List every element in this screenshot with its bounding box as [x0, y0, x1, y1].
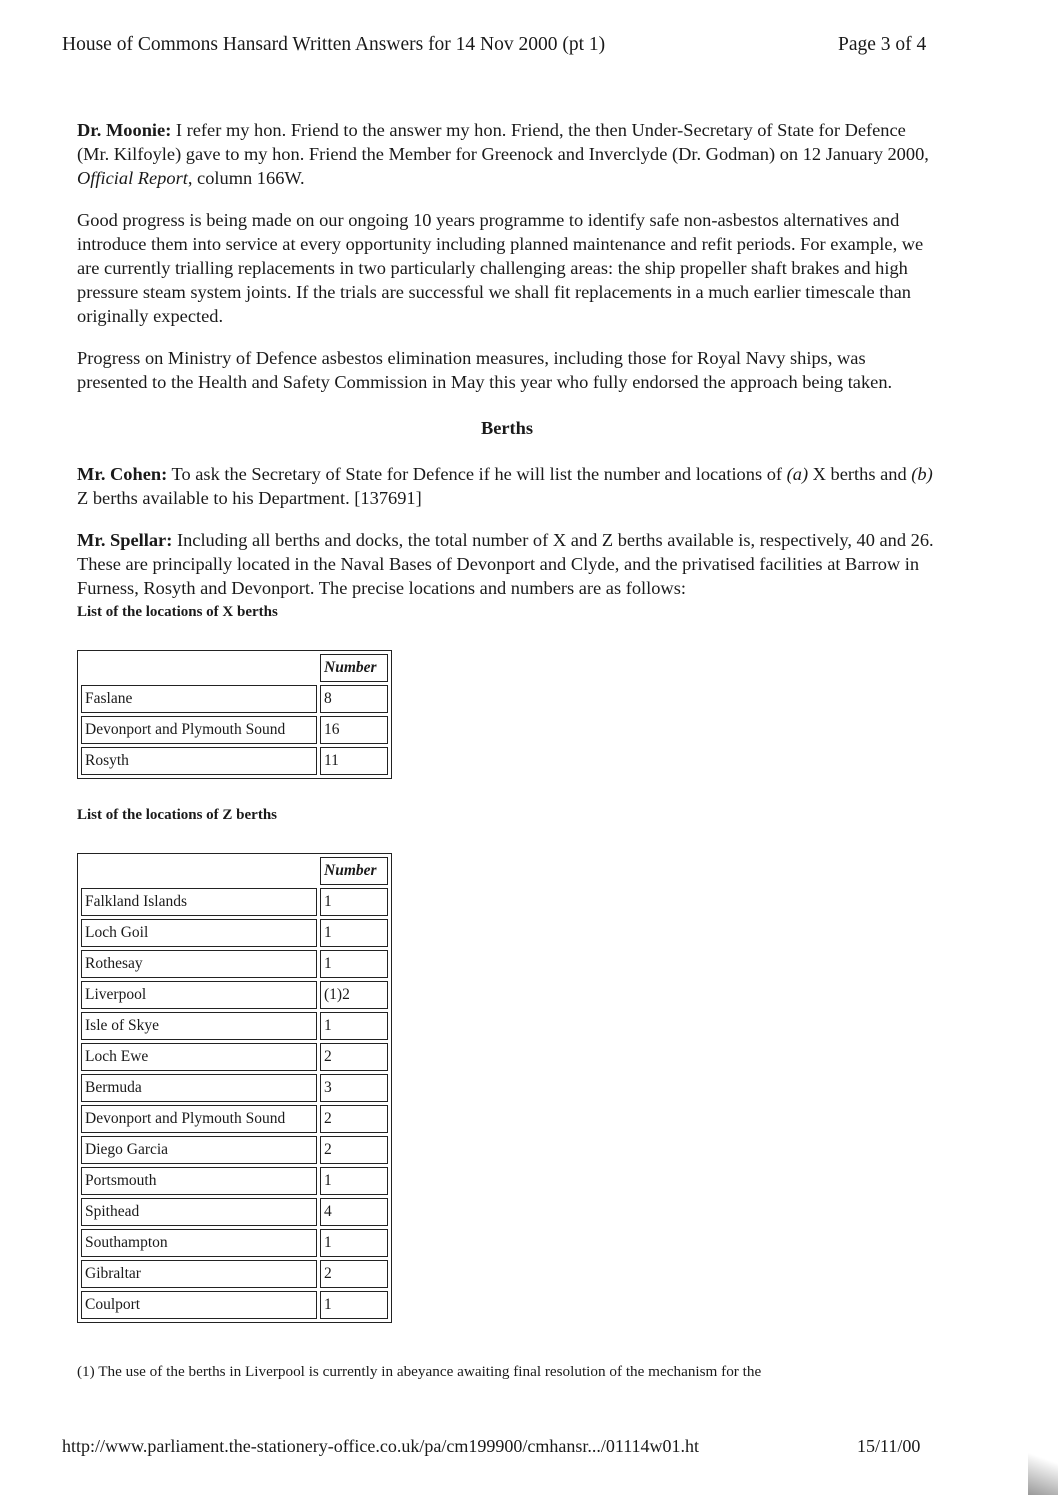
number-cell: 1: [320, 1291, 388, 1319]
table-row: [81, 747, 388, 775]
location-cell: Liverpool: [81, 981, 317, 1009]
number-cell: 16: [320, 716, 388, 744]
document-body: [77, 118, 937, 1323]
number-cell: 2: [320, 1105, 388, 1133]
number-cell: 4: [320, 1198, 388, 1226]
table-row: [81, 685, 388, 713]
number-cell: 1: [320, 1012, 388, 1040]
location-cell: Isle of Skye: [81, 1012, 317, 1040]
table-row: [81, 919, 388, 947]
paragraph-question: [77, 462, 937, 510]
location-cell: Faslane: [81, 685, 317, 713]
page-number: Page 3 of 4: [838, 34, 927, 55]
speaker-cohen: Mr. Cohen:: [77, 464, 168, 484]
number-cell: 2: [320, 1260, 388, 1288]
location-cell: Rosyth: [81, 747, 317, 775]
number-cell: 1: [320, 919, 388, 947]
paragraph-answer: [77, 528, 937, 600]
number-cell: 2: [320, 1136, 388, 1164]
number-cell: (1)2: [320, 981, 388, 1009]
paragraph-text: X berths and: [808, 464, 912, 484]
table-row: [81, 1198, 388, 1226]
location-cell: Gibraltar: [81, 1260, 317, 1288]
location-cell: Coulport: [81, 1291, 317, 1319]
table-row: [81, 950, 388, 978]
z-berths-table: [77, 853, 392, 1323]
table-row: [81, 716, 388, 744]
paragraph-text: To ask the Secretary of State for Defence if he will list the number and locations of: [167, 464, 787, 484]
header-blank-cell: [81, 857, 317, 885]
table-row: [81, 1105, 388, 1133]
x-table-caption: List of the locations of X berths: [77, 604, 278, 620]
table-row: [81, 1043, 388, 1071]
location-cell: Rothesay: [81, 950, 317, 978]
location-cell: Bermuda: [81, 1074, 317, 1102]
table-row: [81, 1229, 388, 1257]
paragraph-text: I refer my hon. Friend to the answer my hon. Friend, the then Under-Secretary of State for Defence (Mr. Kilfoyle) gave to my hon. Friend the Member for Greenock and Inverclyde (Dr. Godman) on 12 January 2000,: [77, 120, 929, 164]
location-cell: Loch Goil: [81, 919, 317, 947]
paragraph-text: , column 166W.: [187, 168, 305, 188]
paragraph-text: Including all berths and docks, the total number of X and Z berths available is, respectively, 40 and 26. These are principally located in the Naval Bases of Devonport and Clyde, and the privatised facilities at Barrow in Furness, Rosyth and Devonport. The precise locations and numbers are as follows:: [77, 530, 934, 598]
table-row: [81, 1074, 388, 1102]
paragraph-text: Z berths available to his Department. [137691]: [77, 488, 422, 508]
paragraph-mod: Progress on Ministry of Defence asbestos elimination measures, including those for Royal Navy ships, was presented to the Health and Safety Commission in May this year who fully endorsed the approach being taken.: [77, 348, 893, 392]
official-report-italic: Official Report: [77, 168, 188, 188]
number-column-header: Number: [320, 857, 388, 885]
number-cell: 11: [320, 747, 388, 775]
number-cell: 1: [320, 950, 388, 978]
x-berths-table: [77, 650, 392, 779]
table-header-row: [81, 654, 388, 682]
location-cell: Diego Garcia: [81, 1136, 317, 1164]
header-blank-cell: [81, 654, 317, 682]
item-marker-a: (a): [786, 464, 809, 484]
number-cell: 8: [320, 685, 388, 713]
location-cell: Loch Ewe: [81, 1043, 317, 1071]
table-header-row: [81, 857, 388, 885]
item-marker-b: (b): [911, 464, 933, 484]
paragraph-moonie: [77, 118, 937, 190]
number-cell: 2: [320, 1043, 388, 1071]
header-title: House of Commons Hansard Written Answers for 14 Nov 2000 (pt 1): [62, 34, 606, 55]
footer-url: http://www.parliament.the-stationery-office.co.uk/pa/cm199900/cmhansr.../01114w01.ht: [62, 1436, 700, 1456]
paragraph-progress: Good progress is being made on our ongoing 10 years programme to identify safe non-asbestos alternatives and introduce them into service at every opportunity including planned maintenance and refit periods. For example, we are currently trialling replacements in two particularly challenging areas: the ship propeller shaft brakes and high pressure steam system joints. If the trials are successful we shall fit replacements in a much earlier timescale than originally expected.: [77, 210, 924, 326]
speaker-moonie: Dr. Moonie:: [77, 120, 172, 140]
speaker-spellar: Mr. Spellar:: [77, 530, 173, 550]
number-column-header: Number: [320, 654, 388, 682]
z-table-caption: List of the locations of Z berths: [77, 807, 277, 823]
number-cell: 3: [320, 1074, 388, 1102]
table-row: [81, 1012, 388, 1040]
table-row: [81, 981, 388, 1009]
table-row: [81, 1136, 388, 1164]
table-row: [81, 1167, 388, 1195]
location-cell: Southampton: [81, 1229, 317, 1257]
scan-edge-shadow: [1028, 1435, 1058, 1495]
table-row: [81, 888, 388, 916]
footnote: (1) The use of the berths in Liverpool is currently in abeyance awaiting final resolution of the mechanism for the: [77, 1363, 762, 1380]
number-cell: 1: [320, 1229, 388, 1257]
location-cell: Portsmouth: [81, 1167, 317, 1195]
location-cell: Devonport and Plymouth Sound: [81, 716, 317, 744]
number-cell: 1: [320, 1167, 388, 1195]
location-cell: Falkland Islands: [81, 888, 317, 916]
section-heading: [77, 416, 937, 440]
heading-text: Berths: [480, 418, 534, 438]
table-row: [81, 1291, 388, 1319]
footer-date: 15/11/00: [857, 1436, 921, 1456]
table-row: [81, 1260, 388, 1288]
location-cell: Devonport and Plymouth Sound: [81, 1105, 317, 1133]
location-cell: Spithead: [81, 1198, 317, 1226]
number-cell: 1: [320, 888, 388, 916]
